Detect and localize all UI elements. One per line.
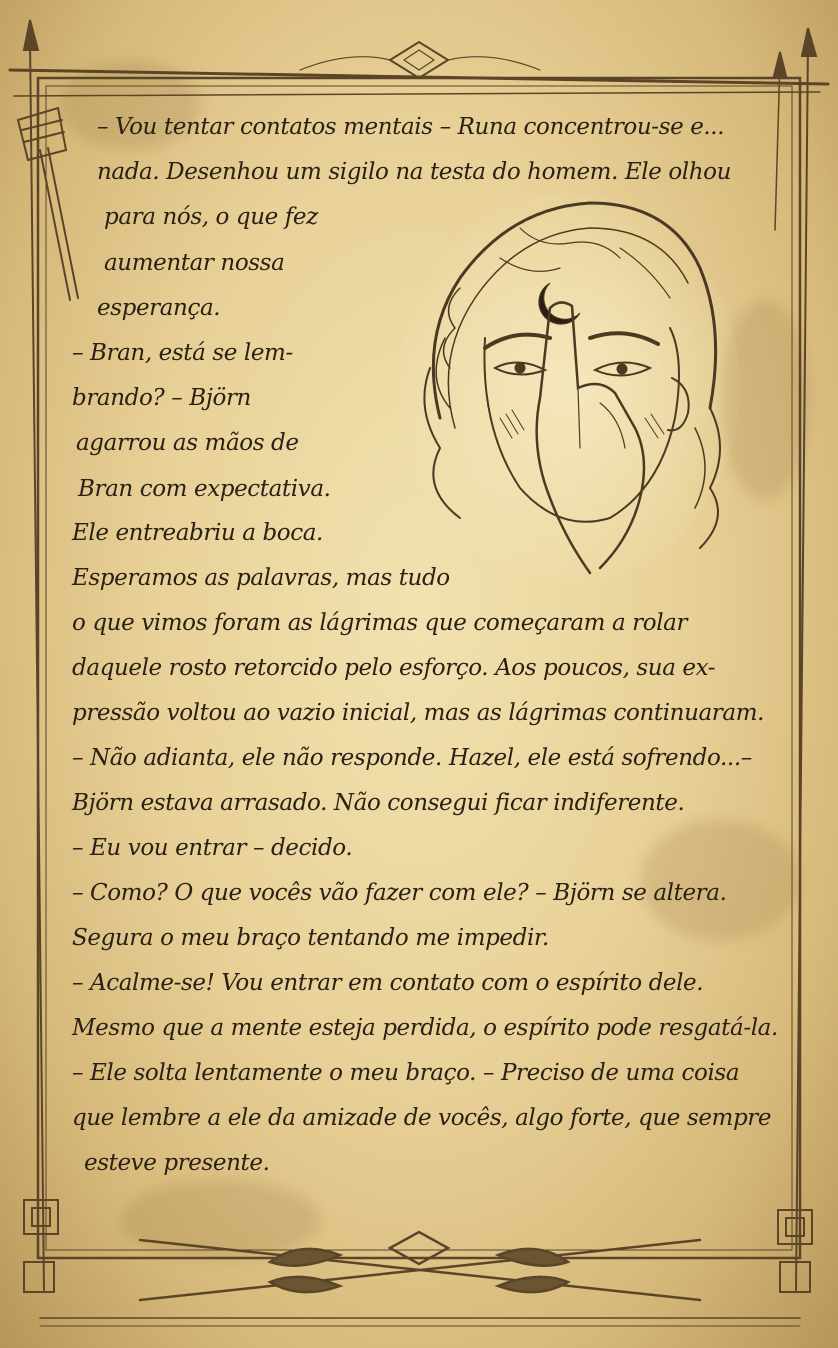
text-line: – Como? O que vocês vão fazer com ele? – Björn se altera.: [72, 880, 727, 906]
text-line: esteve presente.: [84, 1150, 270, 1176]
text-line: – Vou tentar contatos mentais – Runa concentrou-se e...: [97, 114, 725, 140]
text-line: Ele entreabriu a boca.: [72, 520, 323, 546]
text-line: aumentar nossa: [104, 250, 285, 276]
text-line: – Bran, está se lem-: [72, 340, 293, 366]
text-line: agarrou as mãos de: [76, 430, 299, 456]
text-line: Bran com expectativa.: [78, 476, 331, 502]
text-line: nada. Desenhou um sigilo na testa do homem. Ele olhou: [97, 159, 732, 185]
text-line: esperança.: [97, 295, 221, 321]
text-line: – Acalme-se! Vou entrar em contato com o espírito dele.: [72, 970, 704, 996]
text-line: o que vimos foram as lágrimas que começaram a rolar: [72, 610, 688, 636]
text-line: – Não adianta, ele não responde. Hazel, ele está sofrendo...–: [72, 745, 752, 771]
text-line: – Ele solta lentamente o meu braço. – Preciso de uma coisa: [72, 1060, 740, 1086]
text-line: pressão voltou ao vazio inicial, mas as lágrimas continuaram.: [72, 700, 765, 726]
text-line: Mesmo que a mente esteja perdida, o espírito pode resgatá-la.: [72, 1015, 778, 1041]
text-line: brando? – Björn: [72, 385, 251, 411]
text-line: daquele rosto retorcido pelo esforço. Aos poucos, sua ex-: [72, 655, 716, 681]
text-line: para nós, o que fez: [104, 204, 318, 230]
text-line: Björn estava arrasado. Não consegui ficar indiferente.: [72, 790, 685, 816]
text-line: – Eu vou entrar – decido.: [72, 835, 353, 861]
text-line: Esperamos as palavras, mas tudo: [72, 565, 450, 591]
text-line: que lembre a ele da amizade de vocês, algo forte, que sempre: [72, 1105, 772, 1131]
text-line: Segura o meu braço tentando me impedir.: [72, 925, 549, 951]
